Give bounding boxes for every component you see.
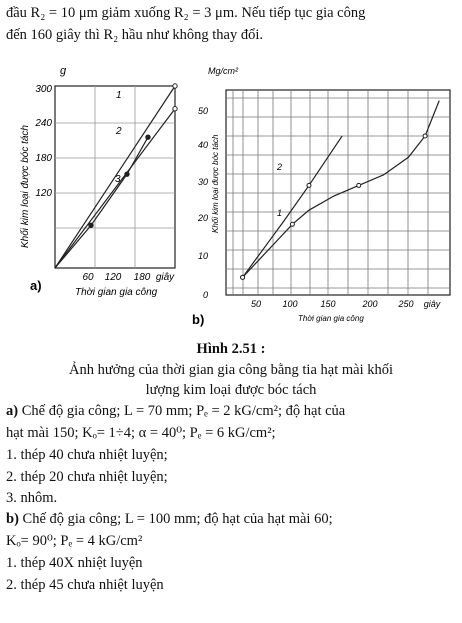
list-item: 3. nhôm.: [6, 490, 58, 506]
data-point: [290, 222, 294, 226]
caption-line-1: Ảnh hưởng của thời gian gia công bằng tia hạt mài khối: [69, 362, 393, 378]
data-point: [173, 84, 177, 88]
y-tick-a: 240: [35, 118, 52, 129]
y-tick-b: 10: [197, 251, 208, 261]
x-tick-b: 200: [362, 299, 378, 309]
x-unit-a: giây: [155, 272, 175, 283]
x-tick-b: 50: [250, 299, 262, 309]
y-unit-a: g: [60, 65, 67, 77]
x-tick-a: 120: [104, 272, 122, 283]
list-item: 1. thép 40 chưa nhiệt luyện;: [6, 447, 168, 463]
body-b-line-1: [6, 510, 333, 528]
y-tick-a: 120: [35, 188, 52, 199]
data-point: [146, 135, 150, 139]
ylabel-b: Khối kim loại được bóc tách: [211, 134, 220, 233]
data-point: [125, 172, 129, 176]
y-unit-b: Mg/cm²: [208, 66, 238, 76]
series-group-b: [241, 101, 440, 280]
x-tick-a: 180: [133, 272, 151, 283]
x-tick-b: 250: [398, 299, 414, 309]
body-a-line-1: [6, 402, 345, 420]
data-point: [89, 223, 93, 227]
body-a-text: Chế độ gia công; L = 70 mm; Pₑ = 2 kG/cm²; độ hạt của: [18, 403, 346, 419]
body-a-line-2: hạt mài 150; Kₒ= 1÷4; α = 40⁰; Pₑ = 6 kG/cm²;: [6, 425, 276, 441]
x-tick-a: 60: [82, 272, 94, 283]
series-label-a-1: 1: [116, 90, 122, 101]
xlabel-b: Thời gian gia công: [298, 314, 364, 323]
chart-a: [0, 58, 195, 313]
data-point: [307, 183, 311, 187]
intro-line-1: đầu R₂ = 10 μm giảm xuống R₂ = 3 μm. Nếu tiếp tục gia công: [6, 5, 366, 21]
body-b-label: b): [6, 511, 19, 527]
body-b-text: Chế độ gia công; L = 100 mm; độ hạt của hạt mài 60;: [18, 511, 333, 527]
xlabel-a: Thời gian gia công: [75, 287, 158, 298]
intro-line-2: đến 160 giây thì R₂ hầu như không thay đổi.: [6, 27, 263, 43]
ylabel-a: Khối kim loại được bóc tách: [20, 125, 31, 248]
y-tick-b: 30: [197, 177, 208, 187]
series-label-a-3: 3: [115, 174, 121, 185]
data-point: [173, 107, 177, 111]
caption-line-2: lượng kim loại được bóc tách: [145, 382, 317, 398]
y-tick-b: 50: [197, 106, 208, 116]
list-item: 1. thép 40X nhiệt luyện: [6, 555, 143, 571]
data-point: [241, 275, 245, 279]
series-label-b-2: 2: [277, 162, 283, 172]
y-tick-b: 20: [197, 213, 208, 223]
y-tick-a: 300: [35, 84, 52, 95]
panel-label-a: a): [30, 278, 42, 293]
y-tick-b: 40: [197, 140, 208, 150]
y-tick-b: 0: [202, 290, 208, 300]
series-line-a-2: [55, 109, 175, 268]
series-line-b-2: [243, 136, 343, 277]
chart-b: [188, 58, 460, 333]
body-a-label: a): [6, 403, 19, 419]
x-tick-b: 100: [282, 299, 298, 309]
x-tick-b: 150: [320, 299, 336, 309]
series-line-a-3: [55, 137, 148, 268]
figure-title: Hình 2.51 :: [196, 341, 266, 357]
series-line-b-1: [243, 101, 440, 278]
data-point: [423, 134, 427, 138]
list-item: 2. thép 20 chưa nhiệt luyện;: [6, 469, 168, 485]
x-unit-b: giây: [423, 299, 441, 309]
body-b-line-2: Kₒ= 90⁰; Pₑ = 4 kG/cm²: [6, 533, 143, 549]
series-label-b-1: 1: [277, 208, 283, 218]
panel-label-b: b): [192, 312, 205, 327]
series-label-a-2: 2: [116, 126, 122, 137]
y-tick-a: 180: [35, 153, 52, 164]
list-item: 2. thép 45 chưa nhiệt luyện: [6, 577, 164, 593]
data-point: [357, 183, 361, 187]
